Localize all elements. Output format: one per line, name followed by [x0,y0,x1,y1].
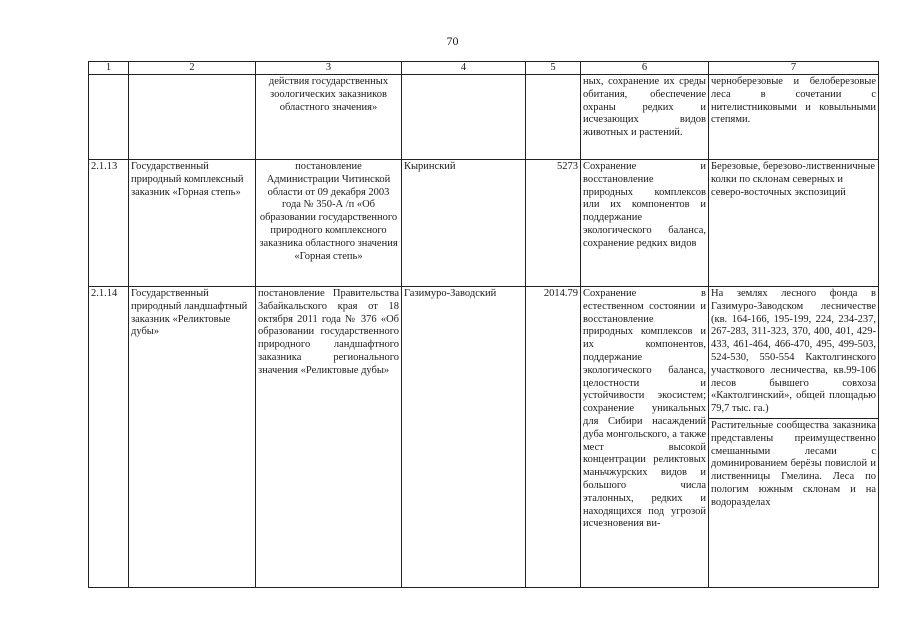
cell-area [526,75,581,160]
features-paragraph: черноберезовые и белоберезовые леса в сочетании с нителистниковыми и ковыльными степями. [711,76,876,126]
cell-number: 2.1.14 [89,287,129,588]
column-header: 1 [89,62,129,75]
cell-goals: ных, сохранение их среды обитания, обеспечение охраны редких и исчезающих видов животных и растений. [581,75,709,160]
cell-goals: Сохранение и восстановление природных комплексов или их компонентов и поддержание экологического баланса, сохранение редких видов [581,160,709,287]
page-number: 70 [446,34,459,48]
cell-name [129,75,256,160]
table-row [89,160,879,287]
column-header: 4 [402,62,526,75]
cell-goals: Сохранение в естественном состоянии и восстановление природных комплексов и их компонентов, поддержание экологического баланса, целостности и устойчивости экосистем; сохранение уникальных для Сибири насаждений дуба монгольского, а также мест высокой концентрации реликтовых маньчжурских видов и большого числа эталонных, редких и находящихся под угрозой исчезновения ви- [581,287,709,588]
cell-district: Газимуро-Заводский [402,287,526,588]
cell-legal-basis: действия государственных зоологических заказников областного значения» [256,75,402,160]
column-header: 6 [581,62,709,75]
column-header: 7 [709,62,879,75]
paragraph-divider [709,418,878,419]
cell-district: Кыринский [402,160,526,287]
cell-area: 5273 [526,160,581,287]
cell-number: 2.1.13 [89,160,129,287]
features-paragraph: На землях лесного фонда в Газимуро-Заводском лесничестве (кв. 164-166, 195-199, 224, 234-237, 267-283, 311-323, 370, 400, 401, 429-433, 461-464, 466-470, 495, 499-503, 524-530, 550-554 Кактолгинского участкового лесничества, кв.99-106 лесов бывшего совхоза «Кактолгинский», общей площадью 79,7 тыс. га.) [711,288,876,415]
cell-district [402,75,526,160]
cell-name: Государственный природный ландшафтный заказник «Реликтовые дубы» [129,287,256,588]
document-table [88,61,879,588]
features-paragraph: Березовые, березово-лиственничные колки по склонам северных и северо-восточных экспозиций [711,161,875,198]
table-row [89,75,879,160]
cell-features [709,160,879,287]
cell-area: 2014.79 [526,287,581,588]
column-header: 3 [256,62,402,75]
cell-features [709,75,879,160]
cell-legal-basis: постановление Правительства Забайкальского края от 18 октября 2011 года № 376 «Об образовании государственного природного ландшафтного заказника регионального значения «Реликтовые дубы» [256,287,402,588]
column-header: 2 [129,62,256,75]
table-header-row [89,62,879,75]
features-paragraph: Растительные сообщества заказника представлены преимущественно смешанными лесами с доминированием берёзы повислой и лиственницы Гмелина. Леса по пологим южным склонам и на водоразделах [711,419,876,508]
cell-name: Государственный природный комплексный заказник «Горная степь» [129,160,256,287]
cell-features [709,287,879,588]
cell-legal-basis: постановление Администрации Читинской области от 09 декабря 2003 года № 350-А /п «Об образовании государственного природного комплексного заказника областного значения «Горная степь» [256,160,402,287]
cell-number [89,75,129,160]
column-header: 5 [526,62,581,75]
table-row [89,287,879,588]
